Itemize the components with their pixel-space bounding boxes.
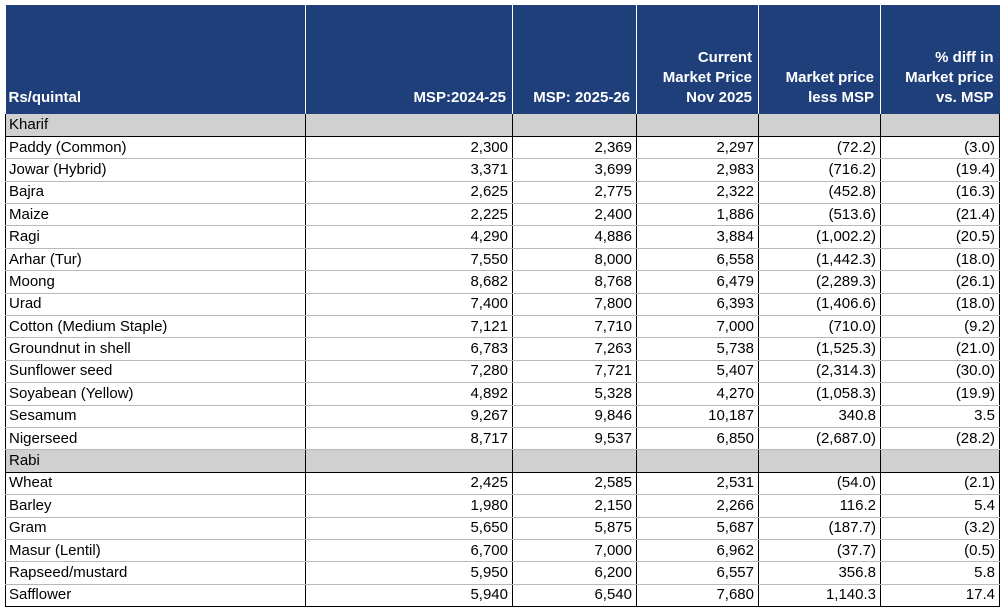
diff-cell: (1,002.2) <box>759 226 881 248</box>
header-line: Nov 2025 <box>686 89 752 106</box>
crop-cell: Ragi <box>6 226 306 248</box>
msp-2024-25-cell: 6,783 <box>306 338 513 360</box>
msp-table-container <box>5 5 1000 607</box>
msp-2024-25-cell: 6,700 <box>306 539 513 561</box>
table-row <box>6 159 1000 181</box>
msp-2024-25-cell: 1,980 <box>306 495 513 517</box>
section-empty-cell <box>759 450 881 472</box>
diff-cell: 340.8 <box>759 405 881 427</box>
section-empty-cell <box>881 114 1000 136</box>
crop-cell: Wheat <box>6 472 306 494</box>
section-header-row <box>6 114 1000 136</box>
market-price-cell: 7,680 <box>637 584 759 606</box>
section-empty-cell <box>759 114 881 136</box>
msp-2025-26-cell: 7,800 <box>513 293 637 315</box>
header-line: vs. MSP <box>935 89 994 106</box>
table-header-row <box>6 5 1000 114</box>
msp-2025-26-cell: 9,846 <box>513 405 637 427</box>
crop-cell: Safflower <box>6 584 306 606</box>
diff-cell: 116.2 <box>759 495 881 517</box>
section-empty-cell <box>306 450 513 472</box>
diff-cell: (452.8) <box>759 181 881 203</box>
msp-2024-25-cell: 8,682 <box>306 271 513 293</box>
table-row <box>6 517 1000 539</box>
msp-2024-25-cell: 8,717 <box>306 427 513 449</box>
diff-cell: 356.8 <box>759 562 881 584</box>
diff-cell: (2,687.0) <box>759 427 881 449</box>
msp-2024-25-cell: 4,892 <box>306 383 513 405</box>
market-price-cell: 2,983 <box>637 159 759 181</box>
market-price-cell: 6,850 <box>637 427 759 449</box>
crop-cell: Rapseed/mustard <box>6 562 306 584</box>
msp-2024-25-cell: 3,371 <box>306 159 513 181</box>
msp-2024-25-cell: 2,225 <box>306 204 513 226</box>
pct-diff-cell: (30.0) <box>881 360 1000 382</box>
market-price-cell: 6,962 <box>637 539 759 561</box>
pct-diff-cell: 17.4 <box>881 584 1000 606</box>
msp-2025-26-cell: 8,000 <box>513 248 637 270</box>
market-price-cell: 3,884 <box>637 226 759 248</box>
msp-2025-26-cell: 3,699 <box>513 159 637 181</box>
header-msp-2024-25: MSP:2024-25 <box>306 5 513 114</box>
msp-comparison-table <box>5 5 1000 607</box>
table-row <box>6 316 1000 338</box>
header-current-market-price <box>637 5 759 114</box>
header-line: Current <box>697 49 752 66</box>
pct-diff-cell: (19.9) <box>881 383 1000 405</box>
pct-diff-cell: (16.3) <box>881 181 1000 203</box>
section-empty-cell <box>881 450 1000 472</box>
msp-2025-26-cell: 8,768 <box>513 271 637 293</box>
pct-diff-cell: 5.4 <box>881 495 1000 517</box>
crop-cell: Arhar (Tur) <box>6 248 306 270</box>
header-line: Market price <box>785 69 874 86</box>
market-price-cell: 4,270 <box>637 383 759 405</box>
msp-2025-26-cell: 2,775 <box>513 181 637 203</box>
pct-diff-cell: (18.0) <box>881 293 1000 315</box>
market-price-cell: 5,738 <box>637 338 759 360</box>
crop-cell: Paddy (Common) <box>6 136 306 158</box>
msp-2024-25-cell: 7,280 <box>306 360 513 382</box>
diff-cell: (2,289.3) <box>759 271 881 293</box>
msp-2024-25-cell: 5,940 <box>306 584 513 606</box>
market-price-cell: 2,531 <box>637 472 759 494</box>
table-row <box>6 427 1000 449</box>
market-price-cell: 10,187 <box>637 405 759 427</box>
market-price-cell: 6,558 <box>637 248 759 270</box>
diff-cell: (1,442.3) <box>759 248 881 270</box>
section-empty-cell <box>306 114 513 136</box>
pct-diff-cell: (28.2) <box>881 427 1000 449</box>
msp-2025-26-cell: 7,263 <box>513 338 637 360</box>
msp-2025-26-cell: 5,875 <box>513 517 637 539</box>
msp-2025-26-cell: 5,328 <box>513 383 637 405</box>
msp-2025-26-cell: 6,200 <box>513 562 637 584</box>
table-row <box>6 248 1000 270</box>
crop-cell: Sesamum <box>6 405 306 427</box>
market-price-cell: 7,000 <box>637 316 759 338</box>
msp-2024-25-cell: 9,267 <box>306 405 513 427</box>
msp-2025-26-cell: 4,886 <box>513 226 637 248</box>
crop-cell: Nigerseed <box>6 427 306 449</box>
diff-cell: (710.0) <box>759 316 881 338</box>
diff-cell: (187.7) <box>759 517 881 539</box>
table-row <box>6 136 1000 158</box>
market-price-cell: 1,886 <box>637 204 759 226</box>
market-price-cell: 2,297 <box>637 136 759 158</box>
msp-2024-25-cell: 7,550 <box>306 248 513 270</box>
msp-2025-26-cell: 7,000 <box>513 539 637 561</box>
market-price-cell: 2,322 <box>637 181 759 203</box>
msp-2024-25-cell: 7,121 <box>306 316 513 338</box>
header-line: Market Price <box>662 69 752 86</box>
crop-cell: Urad <box>6 293 306 315</box>
diff-cell: 1,140.3 <box>759 584 881 606</box>
section-header-row <box>6 450 1000 472</box>
msp-2025-26-cell: 2,150 <box>513 495 637 517</box>
table-row <box>6 226 1000 248</box>
msp-2025-26-cell: 9,537 <box>513 427 637 449</box>
diff-cell: (54.0) <box>759 472 881 494</box>
market-price-cell: 6,557 <box>637 562 759 584</box>
msp-2025-26-cell: 7,721 <box>513 360 637 382</box>
header-unit: Rs/quintal <box>6 5 306 114</box>
table-row <box>6 495 1000 517</box>
header-market-price-less-msp <box>759 5 881 114</box>
diff-cell: (1,058.3) <box>759 383 881 405</box>
pct-diff-cell: (20.5) <box>881 226 1000 248</box>
crop-cell: Jowar (Hybrid) <box>6 159 306 181</box>
diff-cell: (72.2) <box>759 136 881 158</box>
table-row <box>6 181 1000 203</box>
msp-2024-25-cell: 4,290 <box>306 226 513 248</box>
diff-cell: (1,406.6) <box>759 293 881 315</box>
crop-cell: Gram <box>6 517 306 539</box>
table-row <box>6 405 1000 427</box>
table-row <box>6 204 1000 226</box>
crop-cell: Masur (Lentil) <box>6 539 306 561</box>
msp-2024-25-cell: 7,400 <box>306 293 513 315</box>
table-row <box>6 539 1000 561</box>
header-line: less MSP <box>808 89 874 106</box>
table-row <box>6 584 1000 606</box>
table-row <box>6 271 1000 293</box>
msp-2024-25-cell: 2,625 <box>306 181 513 203</box>
table-row <box>6 383 1000 405</box>
market-price-cell: 6,479 <box>637 271 759 293</box>
diff-cell: (1,525.3) <box>759 338 881 360</box>
table-row <box>6 472 1000 494</box>
section-empty-cell <box>637 114 759 136</box>
table-row <box>6 338 1000 360</box>
market-price-cell: 5,687 <box>637 517 759 539</box>
pct-diff-cell: (3.2) <box>881 517 1000 539</box>
pct-diff-cell: (3.0) <box>881 136 1000 158</box>
crop-cell: Groundnut in shell <box>6 338 306 360</box>
pct-diff-cell: (9.2) <box>881 316 1000 338</box>
msp-2024-25-cell: 2,300 <box>306 136 513 158</box>
market-price-cell: 2,266 <box>637 495 759 517</box>
pct-diff-cell: 3.5 <box>881 405 1000 427</box>
diff-cell: (513.6) <box>759 204 881 226</box>
header-pct-diff <box>881 5 1000 114</box>
crop-cell: Barley <box>6 495 306 517</box>
section-label: Rabi <box>6 450 306 472</box>
crop-cell: Bajra <box>6 181 306 203</box>
pct-diff-cell: (21.0) <box>881 338 1000 360</box>
section-label: Kharif <box>6 114 306 136</box>
msp-2025-26-cell: 6,540 <box>513 584 637 606</box>
crop-cell: Soyabean (Yellow) <box>6 383 306 405</box>
diff-cell: (37.7) <box>759 539 881 561</box>
section-empty-cell <box>637 450 759 472</box>
msp-2024-25-cell: 5,950 <box>306 562 513 584</box>
msp-2024-25-cell: 5,650 <box>306 517 513 539</box>
diff-cell: (716.2) <box>759 159 881 181</box>
header-msp-2025-26: MSP: 2025-26 <box>513 5 637 114</box>
market-price-cell: 5,407 <box>637 360 759 382</box>
msp-2025-26-cell: 2,400 <box>513 204 637 226</box>
msp-2025-26-cell: 7,710 <box>513 316 637 338</box>
crop-cell: Moong <box>6 271 306 293</box>
crop-cell: Maize <box>6 204 306 226</box>
pct-diff-cell: (0.5) <box>881 539 1000 561</box>
pct-diff-cell: (18.0) <box>881 248 1000 270</box>
pct-diff-cell: (19.4) <box>881 159 1000 181</box>
pct-diff-cell: (2.1) <box>881 472 1000 494</box>
table-row <box>6 293 1000 315</box>
crop-cell: Cotton (Medium Staple) <box>6 316 306 338</box>
msp-2024-25-cell: 2,425 <box>306 472 513 494</box>
diff-cell: (2,314.3) <box>759 360 881 382</box>
pct-diff-cell: (21.4) <box>881 204 1000 226</box>
table-body <box>6 114 1000 607</box>
section-empty-cell <box>513 114 637 136</box>
header-line: Market price <box>905 69 994 86</box>
pct-diff-cell: (26.1) <box>881 271 1000 293</box>
section-empty-cell <box>513 450 637 472</box>
table-row <box>6 562 1000 584</box>
header-line: % diff in <box>935 49 994 66</box>
crop-cell: Sunflower seed <box>6 360 306 382</box>
pct-diff-cell: 5.8 <box>881 562 1000 584</box>
msp-2025-26-cell: 2,369 <box>513 136 637 158</box>
msp-2025-26-cell: 2,585 <box>513 472 637 494</box>
table-row <box>6 360 1000 382</box>
market-price-cell: 6,393 <box>637 293 759 315</box>
